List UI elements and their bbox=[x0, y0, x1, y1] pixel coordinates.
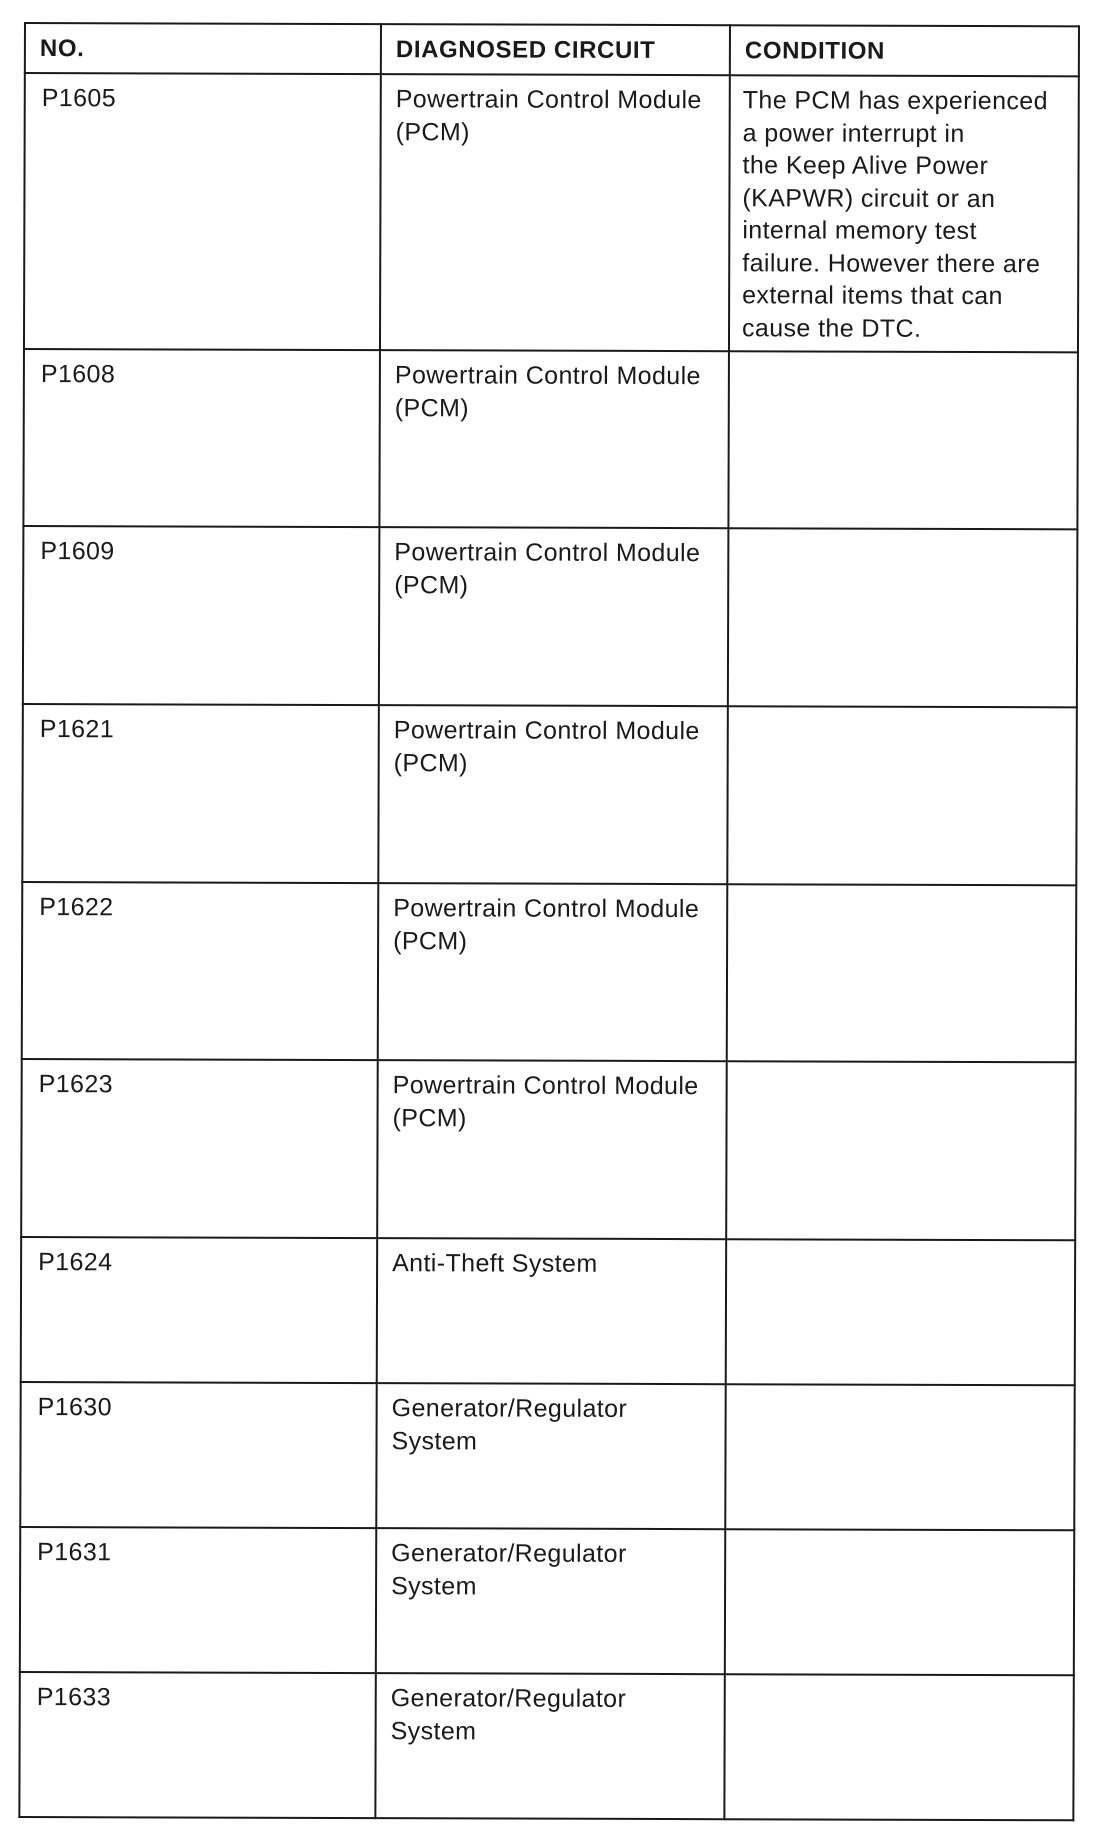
diagnosed-circuit bbox=[379, 527, 729, 706]
table-row bbox=[20, 1382, 1074, 1530]
diagnosed-circuit bbox=[378, 705, 728, 884]
condition-text bbox=[740, 893, 1067, 894]
condition-text: The PCM has experienced a power interrupt in the Keep Alive Power (KAPWR) circuit or an internal memory test failure. However there are external items that can cause the DTC. bbox=[741, 86, 1048, 343]
condition-text bbox=[738, 1683, 1065, 1684]
circuit-text: Powertrain Control Module (PCM) bbox=[395, 85, 702, 146]
condition bbox=[727, 884, 1077, 1062]
header-row bbox=[25, 23, 1079, 76]
header-no: NO. bbox=[25, 23, 381, 74]
header-diagnosed-circuit: DIAGNOSED CIRCUIT bbox=[381, 24, 730, 75]
table-row bbox=[22, 882, 1077, 1062]
condition bbox=[728, 528, 1078, 707]
condition bbox=[728, 351, 1078, 529]
circuit-text: Powertrain Control Module (PCM) bbox=[393, 894, 700, 955]
dtc-code: P1621 bbox=[22, 704, 379, 883]
table-row bbox=[21, 1059, 1076, 1240]
circuit-text: Generator/Regulator System bbox=[390, 1684, 627, 1745]
condition-text bbox=[738, 1538, 1065, 1539]
condition bbox=[726, 1061, 1076, 1240]
header-condition: CONDITION bbox=[730, 25, 1079, 76]
circuit-text: Powertrain Control Module (PCM) bbox=[392, 1071, 699, 1132]
table-row bbox=[23, 349, 1078, 529]
condition-text bbox=[739, 1248, 1066, 1249]
diagnosed-circuit bbox=[376, 1383, 725, 1529]
condition bbox=[727, 706, 1077, 885]
dtc-code: P1622 bbox=[22, 882, 379, 1060]
circuit-text: Generator/Regulator System bbox=[391, 1394, 628, 1455]
diagnosed-circuit bbox=[380, 74, 730, 351]
table-body bbox=[19, 73, 1078, 1820]
dtc-table bbox=[18, 22, 1080, 1821]
table-row bbox=[24, 73, 1079, 352]
table-row bbox=[23, 526, 1078, 707]
dtc-code: P1624 bbox=[21, 1237, 377, 1383]
condition-text bbox=[742, 360, 1069, 361]
table-row bbox=[22, 704, 1077, 885]
dtc-code: P1630 bbox=[20, 1382, 376, 1528]
dtc-code: P1633 bbox=[19, 1672, 375, 1818]
condition-text bbox=[741, 715, 1068, 716]
dtc-code: P1609 bbox=[23, 526, 380, 705]
circuit-text: Powertrain Control Module (PCM) bbox=[394, 361, 701, 422]
circuit-text: Powertrain Control Module (PCM) bbox=[394, 538, 701, 599]
condition-text bbox=[740, 1070, 1067, 1071]
circuit-text: Anti-Theft System bbox=[392, 1249, 598, 1278]
condition-text bbox=[739, 1393, 1066, 1394]
condition bbox=[729, 75, 1079, 352]
diagnosed-circuit bbox=[377, 1060, 727, 1239]
table-row bbox=[21, 1237, 1075, 1385]
dtc-code: P1605 bbox=[24, 73, 381, 350]
diagnosed-circuit bbox=[378, 883, 728, 1061]
condition bbox=[725, 1529, 1074, 1675]
condition bbox=[724, 1674, 1073, 1820]
condition bbox=[726, 1239, 1075, 1385]
diagnosed-circuit bbox=[379, 350, 729, 528]
dtc-code: P1623 bbox=[21, 1059, 378, 1238]
diagnosed-circuit bbox=[375, 1673, 724, 1819]
condition-text bbox=[741, 537, 1068, 538]
circuit-text: Generator/Regulator System bbox=[391, 1539, 627, 1600]
diagnosed-circuit bbox=[376, 1528, 725, 1674]
circuit-text: Powertrain Control Module (PCM) bbox=[393, 716, 700, 777]
dtc-code: P1608 bbox=[23, 349, 380, 527]
diagnosed-circuit bbox=[377, 1238, 726, 1384]
table-header bbox=[25, 23, 1079, 76]
table-row bbox=[20, 1527, 1074, 1675]
table-row bbox=[19, 1672, 1073, 1820]
condition bbox=[725, 1384, 1074, 1530]
dtc-code: P1631 bbox=[20, 1527, 376, 1673]
